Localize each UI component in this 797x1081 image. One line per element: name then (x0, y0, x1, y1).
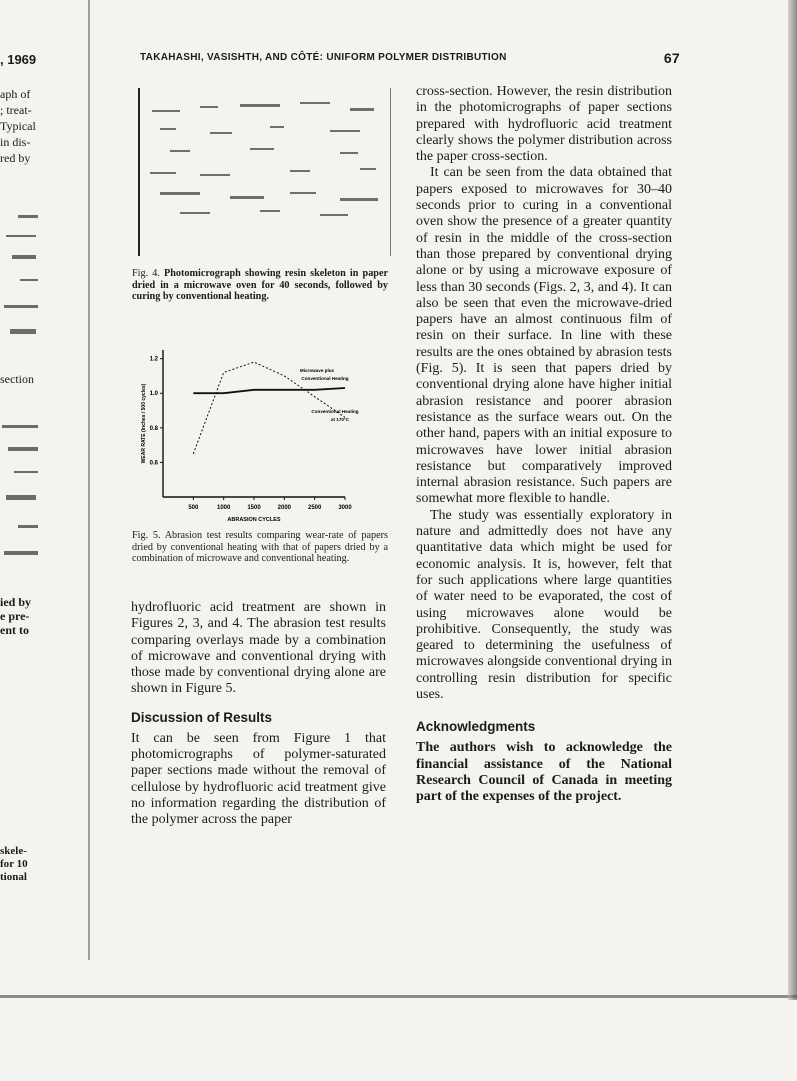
figure-5-chart (135, 342, 395, 527)
body-paragraph: It can be seen from the data obtained that papers exposed to microwaves for 30–40 seconds prior to curing in a conventional oven show the presence of a greater quantity of resin in the middle of the cross-section than those prepared by conventional drying alone or by using a microwave exposure of less than 30 seconds (Figs. 2, 3, and 4). It can also be seen that even the microwave-dried papers have an almost continuous film of resin on their surface. In line with these results are the ones obtained by abrasion tests (Fig. 5). It is seen that papers dried by conventional drying alone have higher initial abrasion resistance and poorer abrasion resistance as the surface wears out. On the other hand, papers with an initial exposure to microwaves have lower initial abrasion resistance but comparatively improved internal abrasion resistance. Such papers are somewhat more flexible to handle. (416, 165, 672, 507)
page-edge-bottom (0, 995, 797, 998)
running-header (140, 50, 680, 66)
section-heading-discussion: Discussion of Results (131, 709, 273, 725)
previous-page-line: Typical (0, 119, 36, 133)
figure-4-caption-text: Photomicrograph showing resin skeleton in paper dried in a microwave oven for 40 seconds, followed by curing by conventional heating. (132, 268, 389, 302)
x-tick-label: 2000 (277, 505, 292, 511)
previous-page-line: skele- (0, 845, 27, 857)
x-tick-label: 1000 (216, 505, 231, 511)
page-number: 67 (663, 50, 680, 66)
y-tick-label: 0.6 (149, 460, 158, 467)
page-edge-right (788, 0, 797, 1000)
annotation: Microwave plus (299, 368, 335, 373)
figure-5-caption (132, 530, 388, 565)
previous-page-line: in dis- (0, 135, 31, 149)
x-tick-label: 1500 (247, 505, 261, 511)
right-column (416, 84, 672, 805)
body-paragraph: The study was essentially exploratory in nature and admittedly does not have any quantitative data which might be used for economic analysis. It is, however, felt that for such applications where large quantities of water need to be evaporated, the cost of using microwaves alone would be prohibitive. Consequently, the study was geared to determining the usefulness of microwaves alongside conventional drying in controlling resin distribution for specific uses. (416, 507, 672, 702)
y-tick-label: 0.8 (149, 425, 158, 432)
body-paragraph: hydrofluoric acid treatment are shown in Figures 2, 3, and 4. The abrasion test results comparing overlays made by a combination of microwave and conventional drying with those made by conventional drying alone are shown in Figure 5. (131, 600, 386, 697)
x-tick-label: 500 (188, 505, 199, 511)
body-paragraph: It can be seen from Figure 1 that photomicrographs of polymer-saturated paper sections made without the removal of cellulose by hydrofluoric acid treatment give no information regarding the distribution of the polymer across the paper (131, 730, 386, 828)
running-title: TAKAHASHI, VASISHTH, AND CÔTÉ: UNIFORM POLYMER DISTRIBUTION (140, 52, 507, 63)
resin-skeleton-image (140, 88, 388, 256)
figure-5-label: Fig. 5. (132, 530, 161, 541)
section-heading-acknowledgments: Acknowledgments (416, 719, 536, 735)
figure-4-photomicrograph (138, 88, 391, 256)
x-tick-label: 3000 (338, 505, 352, 511)
x-axis-label: ABRASION CYCLES (227, 517, 281, 523)
previous-page-line: red by (0, 151, 31, 165)
body-paragraph: cross-section. However, the resin distribution in the photomicrographs of paper sections prepared with hydrofluoric acid treatment clearly shows the polymer distribution across the paper cross-section. (416, 84, 672, 165)
y-axis-label: WEAR RATE (Inches / 500 cycles) (141, 383, 147, 464)
left-column (131, 600, 386, 829)
previous-page-section-word: section (0, 372, 34, 386)
figure-4-label: Fig. 4. (132, 268, 160, 279)
y-tick-label: 1.2 (149, 356, 158, 363)
previous-page-line: e pre- (0, 609, 30, 623)
previous-page-line: aph of (0, 87, 31, 101)
previous-page-line: ent to (0, 623, 29, 637)
previous-page-line: ; treat- (0, 103, 32, 117)
previous-page-line: tional (0, 871, 27, 883)
annotation: Conventional Heating (311, 409, 359, 414)
figure-4-caption (132, 268, 388, 303)
previous-page-figure-speckle (0, 195, 44, 585)
figure-5-caption-text: Abrasion test results comparing wear-rate of papers dried by conventional heating with that of papers dried by a combination of microwave and conventional heating. (132, 530, 389, 564)
previous-page-line: ied by (0, 595, 32, 609)
y-tick-label: 1.0 (149, 391, 158, 398)
previous-page-year: , 1969 (0, 52, 37, 67)
annotation: at 170°C (330, 417, 350, 422)
page-edge-left (88, 0, 90, 960)
acknowledgments-text: The authors wish to acknowledge the financial assistance of the National Research Council of Canada in meeting part of the expenses of the project. (416, 740, 672, 805)
annotation: Conventional Heating (301, 376, 349, 381)
x-tick-label: 2500 (307, 505, 322, 511)
previous-page-line: for 10 (0, 858, 28, 870)
